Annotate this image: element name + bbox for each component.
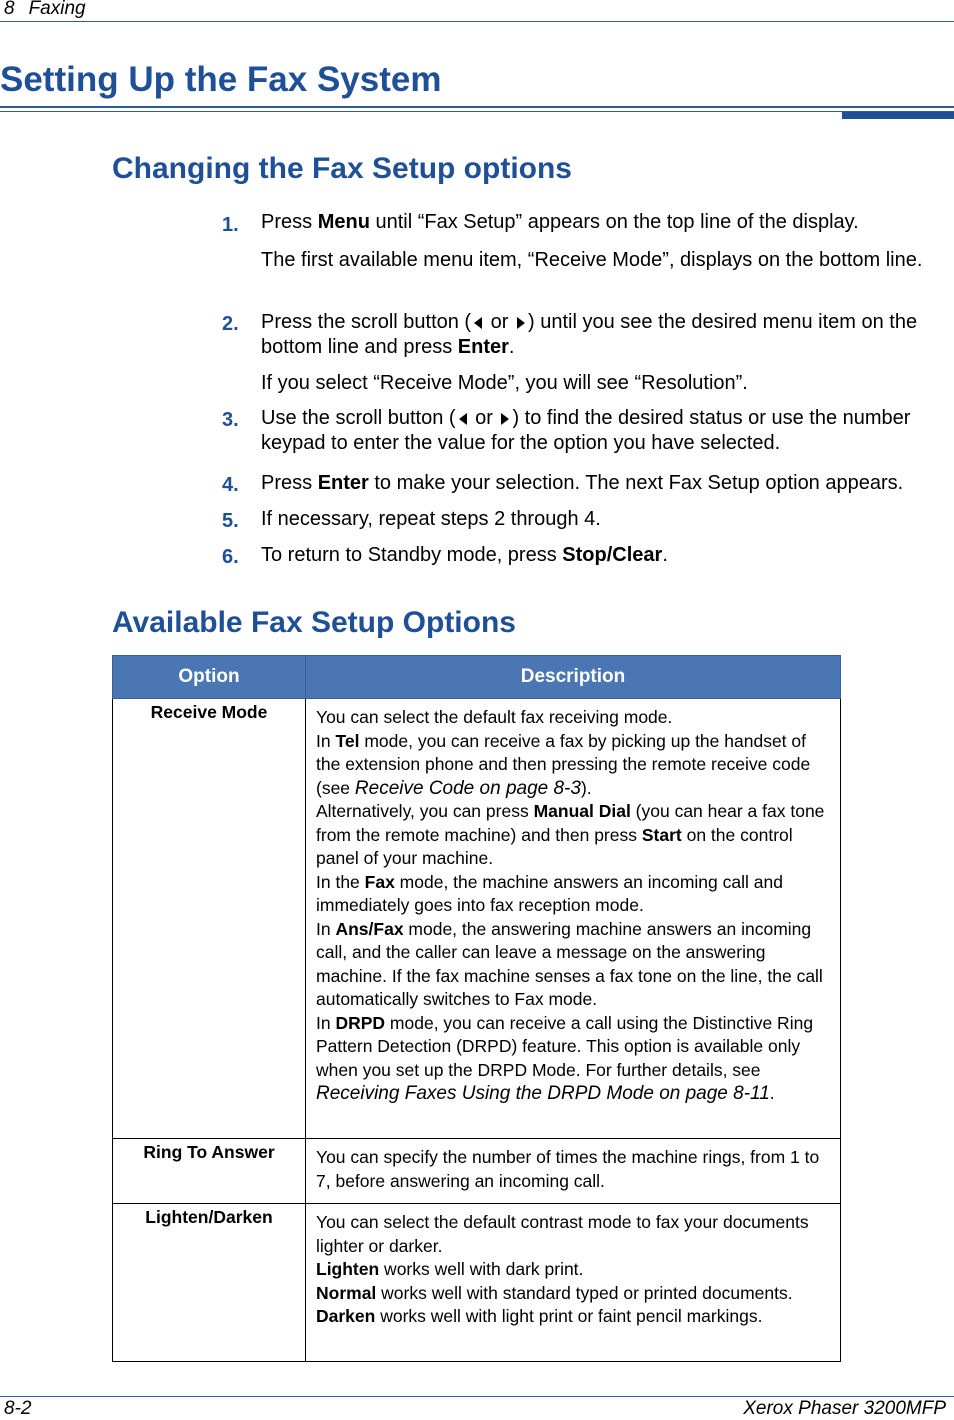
enter-key-label: Enter (457, 336, 509, 358)
available-options-heading: Available Fax Setup Options (112, 606, 516, 639)
step-number: 4. (222, 474, 239, 496)
option-description: You can select the default fax receiving mode. In Tel mode, you can receive a fax by picking up the handset of the extension phone and then pressing the remote receive code (see Receive Code on page 8-3). Alternatively, you can press Manual Dial (you can hear a fax tone from the remote machine) and then press Start on the control panel of your machine. In the Fax mode, the machine answers an incoming call and immediately goes into fax reception mode. In Ans/Fax mode, the answering machine answers an incoming call, and the caller can leave a message on the answering machine. If the fax machine senses a fax tone on the line, the call automatically switches to Fax mode. In DRPD mode, you can receive a call using the Distinctive Ring Pattern Detection (DRPD) feature. This option is available only when you set up the DRPD Mode. For further details, see Receiving Faxes Using the DRPD Mode on page 8-11. (306, 699, 841, 1139)
title-accent-bar (842, 112, 954, 119)
step-2-note: If you select “Receive Mode”, you will see “Resolution”. (261, 372, 748, 394)
title-rule-thin (0, 111, 954, 112)
step-number: 5. (222, 510, 239, 532)
footer-rule (0, 1396, 954, 1397)
product-name: Xerox Phaser 3200MFP (743, 1398, 946, 1419)
step-2-text: Press the scroll button ( or ) until you see the desired menu item on the bottom line and press Enter. (261, 311, 918, 358)
cross-reference-link: Receive Code on page 8-3 (354, 777, 581, 799)
step-6-text: To return to Standby mode, press Stop/Clear. (261, 544, 668, 566)
column-header-description: Description (306, 656, 841, 699)
step-number: 1. (222, 214, 239, 236)
option-description: You can specify the number of times the machine rings, from 1 to 7, before answering an incoming call. (306, 1139, 841, 1204)
step-number: 6. (222, 546, 239, 568)
chapter-title: Faxing (28, 0, 86, 19)
cross-reference-link: Receiving Faxes Using the DRPD Mode on page 8-11 (316, 1083, 770, 1104)
header-rule (0, 21, 954, 22)
option-name: Receive Mode (113, 699, 306, 1139)
enter-key-label: Enter (317, 472, 369, 494)
table-row (113, 1204, 841, 1362)
step-4-text: Press Enter to make your selection. The next Fax Setup option appears. (261, 472, 904, 494)
scroll-left-icon (474, 317, 482, 329)
running-header (4, 0, 86, 20)
scroll-right-icon (517, 317, 525, 329)
scroll-right-icon (501, 413, 509, 425)
option-description: You can select the default contrast mode to fax your documents lighter or darker. Lighten works well with dark print. Normal works well with standard typed or printed documents. Darken works well with light print or faint pencil markings. (306, 1204, 841, 1362)
step-1-note: The first available menu item, “Receive Mode”, displays on the bottom line. (261, 249, 923, 271)
menu-key-label: Menu (317, 211, 370, 233)
step-number: 3. (222, 409, 239, 431)
option-name: Ring To Answer (113, 1139, 306, 1204)
chapter-number: 8 (4, 0, 15, 19)
step-1-text: Press Menu until “Fax Setup” appears on the top line of the display. (261, 211, 859, 233)
fax-setup-options-table (112, 655, 841, 1362)
column-header-option: Option (113, 656, 306, 699)
scroll-left-icon (459, 413, 467, 425)
table-header-row (113, 656, 841, 699)
page-number: 8-2 (4, 1398, 32, 1419)
step-5-text: If necessary, repeat steps 2 through 4. (261, 508, 601, 530)
title-rule (0, 106, 954, 108)
table-row (113, 1139, 841, 1204)
stop-clear-key-label: Stop/Clear (562, 544, 663, 566)
step-number: 2. (222, 313, 239, 335)
section-title: Setting Up the Fax System (0, 60, 442, 99)
table-row (113, 699, 841, 1139)
changing-options-heading: Changing the Fax Setup options (112, 152, 572, 185)
step-3-text: Use the scroll button ( or ) to find the desired status or use the number keypad to enter the value for the option you have selected. (261, 407, 911, 454)
option-name: Lighten/Darken (113, 1204, 306, 1362)
